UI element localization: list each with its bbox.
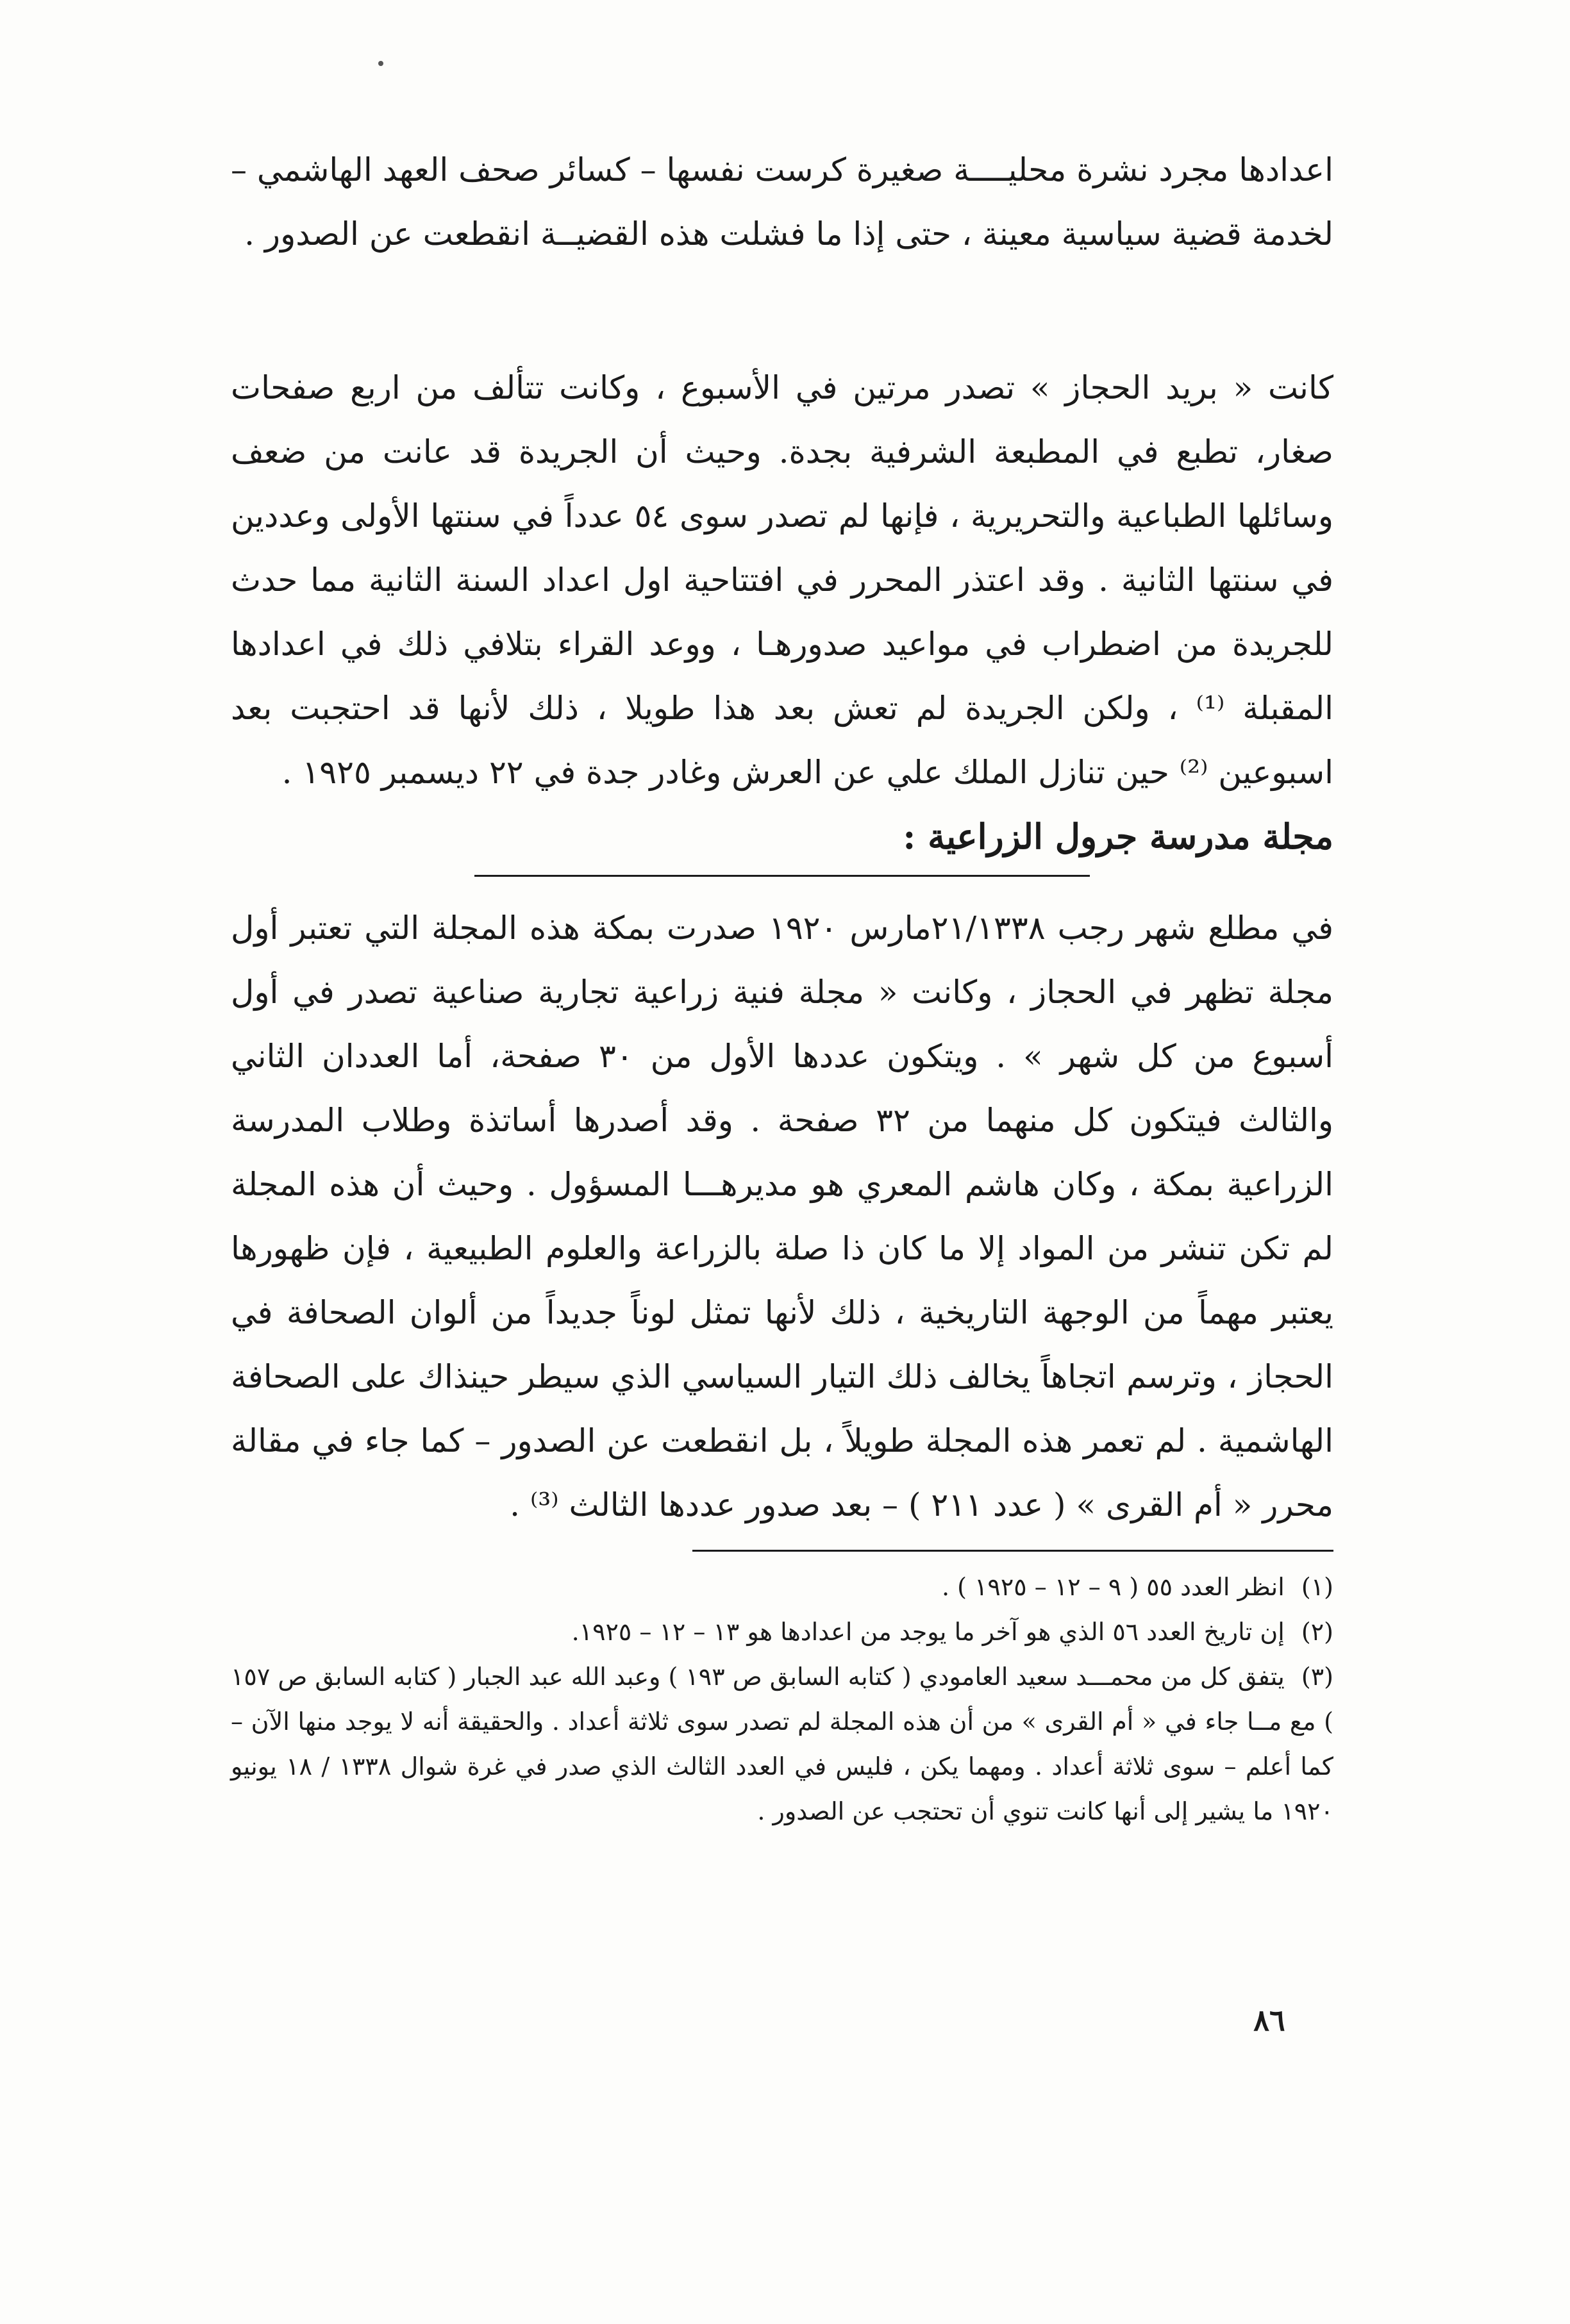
section-heading: مجلة مدرسة جرول الزراعية : xyxy=(903,816,1333,857)
footnote-3 xyxy=(231,1654,1333,1834)
page-number: ٨٦ xyxy=(1253,2003,1285,2038)
text-column xyxy=(231,138,1333,1834)
footnote-text: إن تاريخ العدد ٥٦ الذي هو آخر ما يوجد من اعدادها هو ١٣ – ١٢ – ١٩٢٥. xyxy=(571,1618,1285,1646)
paragraph-agricultural-magazine: في مطلع شهر رجب ٢١/١٣٣٨مارس ١٩٢٠ صدرت بمكة هذه المجلة التي تعتبر أول مجلة تظهر في الحجاز ، وكانت « مجلة فنية زراعية تجارية صناعية تصدر في أول أسبوع من كل شهر » . ويتكون عددها الأول من ٣٠ صفحة، أما العددان الثاني والثالث فيتكون كل منهما من ٣٢ صفحة . وقد أصدرها أساتذة وطلاب المدرسة الزراعية بمكة ، وكان هاشم المعري هو مديرهـــا المسؤول . وحيث أن هذه المجلة لم تكن تنشر من المواد إلا ما كان ذا صلة بالزراعة والعلوم الطبيعية ، فإن ظهورها يعتبر مهماً من الوجهة التاريخية ، ذلك لأنها تمثل لوناً جديداً من ألوان الصحافة في الحجاز ، وترسم اتجاهاً يخالف ذلك التيار السياسي الذي سيطر حينذاك على الصحافة الهاشمية . لم تعمر هذه المجلة طويلاً ، بل انقطعت عن الصدور – كما جاء في مقالة محرر « أم القرى » ( عدد ٢١١ ) – بعد صدور عددها الثالث ⁽³⁾ . xyxy=(231,909,1334,1523)
footnotes xyxy=(231,1565,1333,1834)
footnote-number: (١) xyxy=(1301,1573,1333,1601)
footnote-2 xyxy=(231,1609,1333,1654)
footnote-divider xyxy=(692,1550,1333,1552)
footnote-number: (٣) xyxy=(1301,1663,1333,1691)
footnote-number: (٢) xyxy=(1301,1618,1333,1646)
scan-speck xyxy=(378,61,383,66)
footnote-1 xyxy=(231,1565,1333,1609)
paragraph-continuation: اعدادها مجرد نشرة محليــــة صغيرة كرست نفسها – كسائر صحف العهد الهاشمي – لخدمة قضية سياسية معينة ، حتى إذا ما فشلت هذه القضيــة انقطعت عن الصدور . xyxy=(231,151,1333,253)
heading-underline xyxy=(474,875,1090,877)
paragraph-barid-alhijaz: كانت « بريد الحجاز » تصدر مرتين في الأسبوع ، وكانت تتألف من اربع صفحات صغار، تطبع في المطبعة الشرفية بجدة. وحيث أن الجريدة قد عانت من ضعف وسائلها الطباعية والتحريرية ، فإنها لم تصدر سوى ٥٤ عدداً في سنتها الأولى وعددين في سنتها الثانية . وقد اعتذر المحرر في افتتاحية اول اعداد السنة الثانية مما حدث للجريدة من اضطراب في مواعيد صدورهـا ، ووعد القراء بتلافي ذلك في اعدادها المقبلة ⁽¹⁾ ، ولكن الجريدة لم تعش بعد هذا طويلا ، ذلك لأنها قد احتجبت بعد اسبوعين ⁽²⁾ حين تنازل الملك علي عن العرش وغادر جدة في ٢٢ ديسمبر ١٩٢٥ . xyxy=(231,369,1333,791)
footnote-text: يتفق كل من محمـــد سعيد العامودي ( كتابه السابق ص ١٩٣ ) وعبد الله عبد الجبار ( كتابه السابق ص ١٥٧ ) مع مــا جاء في « أم القرى » من أن هذه المجلة لم تصدر سوى ثلاثة أعداد . والحقيقة أنه لا يوجد منها الآن – كما أعلم – سوى ثلاثة أعداد . ومهما يكن ، فليس في العدد الثالث الذي صدر في غرة شوال ١٣٣٨ / ١٨ يونيو ١٩٢٠ ما يشير إلى أنها كانت تنوي أن تحتجب عن الصدور . xyxy=(231,1663,1333,1825)
footnote-text: انظر العدد ٥٥ ( ٩ – ١٢ – ١٩٢٥ ) . xyxy=(941,1573,1285,1601)
